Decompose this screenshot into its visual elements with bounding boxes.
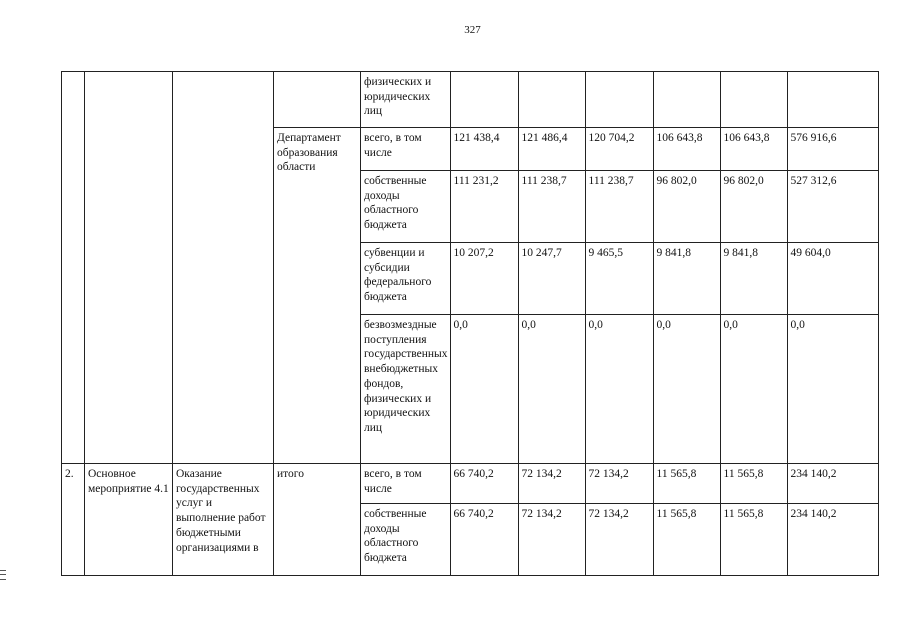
value-cell: 72 134,2 <box>585 504 653 576</box>
source-cell: физических и юридических лиц <box>361 72 451 128</box>
table-row <box>62 464 879 504</box>
value-cell: 0,0 <box>518 315 585 464</box>
value-cell: 111 238,7 <box>518 171 585 243</box>
value-cell: 9 841,8 <box>653 243 720 315</box>
table-row <box>62 72 879 128</box>
value-cell: 0,0 <box>450 315 518 464</box>
value-cell: 0,0 <box>720 315 787 464</box>
value-cell: 120 704,2 <box>585 128 653 171</box>
executor-cell: Департамент образования области <box>274 128 361 464</box>
value-cell: 96 802,0 <box>653 171 720 243</box>
value-cell <box>720 72 787 128</box>
source-cell: всего, в том числе <box>361 464 451 504</box>
description-cell: Оказание государственных услуг и выполнение работ бюджетными организациями в <box>173 464 274 576</box>
budget-table <box>61 71 879 576</box>
executor-cell: итого <box>274 464 361 576</box>
value-cell <box>450 72 518 128</box>
value-cell <box>518 72 585 128</box>
value-cell: 66 740,2 <box>450 464 518 504</box>
value-cell: 121 486,4 <box>518 128 585 171</box>
value-cell: 106 643,8 <box>720 128 787 171</box>
value-cell: 11 565,8 <box>720 504 787 576</box>
source-cell: собственные доходы областного бюджета <box>361 504 451 576</box>
num-cell: 2. <box>62 464 85 576</box>
value-cell: 9 465,5 <box>585 243 653 315</box>
value-cell: 121 438,4 <box>450 128 518 171</box>
value-cell: 72 134,2 <box>518 464 585 504</box>
value-cell: 11 565,8 <box>720 464 787 504</box>
page-number: 327 <box>464 24 481 36</box>
value-cell: 234 140,2 <box>787 464 878 504</box>
source-cell: субвенции и субсидии федерального бюджета <box>361 243 451 315</box>
value-cell: 106 643,8 <box>653 128 720 171</box>
value-cell: 527 312,6 <box>787 171 878 243</box>
value-cell: 66 740,2 <box>450 504 518 576</box>
value-cell: 10 247,7 <box>518 243 585 315</box>
value-cell: 49 604,0 <box>787 243 878 315</box>
value-cell: 96 802,0 <box>720 171 787 243</box>
num-cell <box>62 72 85 464</box>
event-name-cell: Основное мероприятие 4.1 <box>85 464 173 576</box>
source-cell: безвозмездные поступления государственных внебюджетных фондов, физических и юридических лиц <box>361 315 451 464</box>
value-cell: 9 841,8 <box>720 243 787 315</box>
value-cell: 576 916,6 <box>787 128 878 171</box>
value-cell: 0,0 <box>585 315 653 464</box>
value-cell: 111 238,7 <box>585 171 653 243</box>
value-cell: 11 565,8 <box>653 464 720 504</box>
value-cell <box>787 72 878 128</box>
value-cell <box>585 72 653 128</box>
event-name-cell <box>85 72 173 464</box>
source-cell: собственные доходы областного бюджета <box>361 171 451 243</box>
value-cell: 111 231,2 <box>450 171 518 243</box>
value-cell: 72 134,2 <box>585 464 653 504</box>
executor-cell <box>274 72 361 128</box>
scan-margin-mark <box>0 570 6 580</box>
value-cell: 10 207,2 <box>450 243 518 315</box>
value-cell: 234 140,2 <box>787 504 878 576</box>
value-cell: 0,0 <box>787 315 878 464</box>
value-cell: 72 134,2 <box>518 504 585 576</box>
source-cell: всего, в том числе <box>361 128 451 171</box>
value-cell <box>653 72 720 128</box>
description-cell <box>173 72 274 464</box>
value-cell: 0,0 <box>653 315 720 464</box>
value-cell: 11 565,8 <box>653 504 720 576</box>
